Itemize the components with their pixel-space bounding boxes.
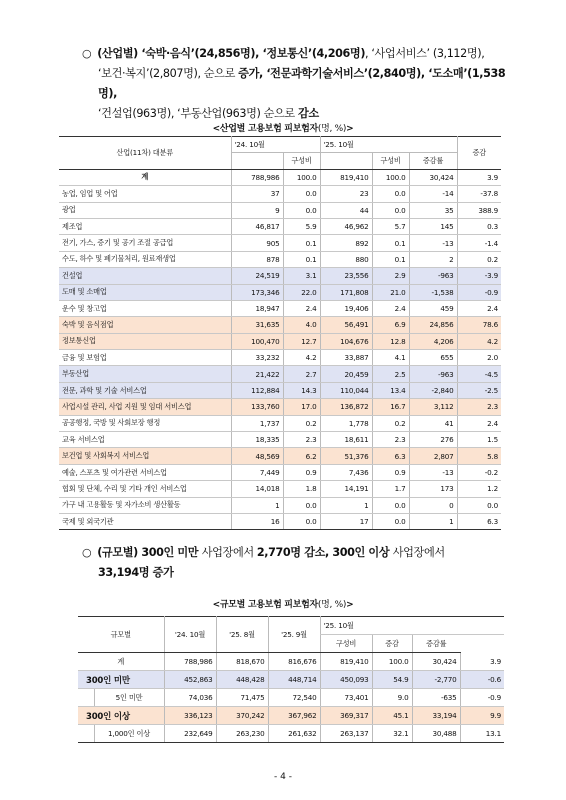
value-2024: 112,884 xyxy=(231,382,283,398)
share-2024: 0.0 xyxy=(283,186,320,202)
share-2024: 1.8 xyxy=(283,481,320,497)
change-rate: 0.0 xyxy=(457,497,501,513)
header-blank xyxy=(231,153,283,169)
t2-under5-v4: 73,401 xyxy=(320,689,372,707)
t2-over-name: 300인 이상 xyxy=(78,707,164,725)
t2-over-change: 33,194 xyxy=(412,707,460,725)
industry-table-row xyxy=(59,300,501,316)
value-2025: 104,676 xyxy=(320,333,372,349)
change-rate: -4.5 xyxy=(457,366,501,382)
t2-header-c1: '24. 10월 xyxy=(164,617,216,653)
value-2024: 100,470 xyxy=(231,333,283,349)
t2-under-rate: -0.6 xyxy=(460,671,504,689)
industry-table-row xyxy=(59,218,501,234)
t2-indent2 xyxy=(78,725,94,743)
para2-line2 xyxy=(82,563,522,583)
share-2025: 0.2 xyxy=(372,415,409,431)
change-rate: -2.5 xyxy=(457,382,501,398)
industry-table-row xyxy=(59,251,501,267)
caption1-close: > xyxy=(346,124,354,134)
share-2024: 0.1 xyxy=(283,235,320,251)
value-2025: 892 xyxy=(320,235,372,251)
share-2024: 17.0 xyxy=(283,399,320,415)
value-2024: 14,018 xyxy=(231,481,283,497)
t2-over1000-v1: 232,649 xyxy=(164,725,216,743)
change-value: -1,538 xyxy=(409,284,457,300)
share-2025: 1.7 xyxy=(372,481,409,497)
industry-name: 전기, 가스, 증기 및 공기 조절 공급업 xyxy=(59,235,231,251)
value-2025: 23,556 xyxy=(320,268,372,284)
t2-under-v4: 450,093 xyxy=(320,671,372,689)
size-table-caption xyxy=(0,597,566,610)
header-share1: 구성비 xyxy=(283,153,320,169)
industry-table xyxy=(59,136,501,530)
change-rate: 2.4 xyxy=(457,300,501,316)
para1-line2 xyxy=(82,64,522,104)
industry-summary-paragraph xyxy=(82,44,522,124)
share-2025: 2.4 xyxy=(372,300,409,316)
share-2024: 100.0 xyxy=(283,169,320,185)
t2-header-change: 증감 xyxy=(372,635,412,653)
industry-name: 건설업 xyxy=(59,268,231,284)
industry-table-row xyxy=(59,415,501,431)
industry-name: 보건업 및 사회복지 서비스업 xyxy=(59,448,231,464)
change-rate: 388.9 xyxy=(457,202,501,218)
page-number: - 4 - xyxy=(274,772,292,782)
t2-row-total xyxy=(78,653,504,671)
industry-name: 부동산업 xyxy=(59,366,231,382)
share-2025: 2.3 xyxy=(372,432,409,448)
t2-header-c3: '25. 9월 xyxy=(268,617,320,653)
value-2025: 819,410 xyxy=(320,169,372,185)
t2-row-over1000 xyxy=(78,725,504,743)
share-2025: 2.5 xyxy=(372,366,409,382)
industry-name: 수도, 하수 및 폐기물처리, 원료재생업 xyxy=(59,251,231,267)
share-2025: 100.0 xyxy=(372,169,409,185)
change-value: 2 xyxy=(409,251,457,267)
caption1-unit: (명, %) xyxy=(317,124,347,134)
share-2024: 12.7 xyxy=(283,333,320,349)
bullet-circle-icon: ○ xyxy=(82,546,92,559)
t2-over1000-share: 32.1 xyxy=(372,725,412,743)
change-value: 35 xyxy=(409,202,457,218)
value-2024: 33,232 xyxy=(231,350,283,366)
industry-name: 운수 및 창고업 xyxy=(59,300,231,316)
change-rate: 4.2 xyxy=(457,333,501,349)
share-2024: 6.2 xyxy=(283,448,320,464)
para1-line2-seg0: ‘보건·복지’(2,807명), 순으로 xyxy=(98,67,239,80)
value-2024: 46,817 xyxy=(231,218,283,234)
t2-total-share: 100.0 xyxy=(372,653,412,671)
value-2025: 880 xyxy=(320,251,372,267)
t2-total-v4: 819,410 xyxy=(320,653,372,671)
t2-under5-change: -635 xyxy=(412,689,460,707)
change-value: 0 xyxy=(409,497,457,513)
t2-total-name: 계 xyxy=(78,653,164,671)
para1-line3-seg0: ‘건설업(963명), ‘부동산업(963명) 순으로 xyxy=(98,107,298,120)
change-value: -13 xyxy=(409,464,457,480)
industry-name: 예술, 스포츠 및 여가관련 서비스업 xyxy=(59,464,231,480)
change-value: -13 xyxy=(409,235,457,251)
change-rate: 0.3 xyxy=(457,218,501,234)
change-value: -963 xyxy=(409,366,457,382)
industry-table-row xyxy=(59,366,501,382)
t2-header-rate: 증감률 xyxy=(412,635,460,653)
share-2024: 3.1 xyxy=(283,268,320,284)
t2-total-v2: 818,670 xyxy=(216,653,268,671)
value-2025: 14,191 xyxy=(320,481,372,497)
size-table xyxy=(78,616,504,743)
change-value: -14 xyxy=(409,186,457,202)
change-rate: -0.9 xyxy=(457,284,501,300)
industry-table-row xyxy=(59,399,501,415)
value-2025: 33,887 xyxy=(320,350,372,366)
change-value: 145 xyxy=(409,218,457,234)
industry-table-row xyxy=(59,464,501,480)
t2-under5-share: 9.0 xyxy=(372,689,412,707)
share-2025: 0.1 xyxy=(372,235,409,251)
caption2-close: > xyxy=(346,600,354,610)
t2-under-name: 300인 미만 xyxy=(78,671,164,689)
change-rate: 1.5 xyxy=(457,432,501,448)
industry-table-body xyxy=(59,169,501,530)
change-rate: 2.0 xyxy=(457,350,501,366)
value-2024: 48,569 xyxy=(231,448,283,464)
industry-table-caption xyxy=(0,121,566,134)
share-2025: 0.0 xyxy=(372,497,409,513)
header-period2: '25. 10월 xyxy=(320,137,457,153)
value-2024: 173,346 xyxy=(231,284,283,300)
para1-line1 xyxy=(82,44,522,64)
value-2024: 878 xyxy=(231,251,283,267)
change-rate: -1.4 xyxy=(457,235,501,251)
change-rate: 2.3 xyxy=(457,399,501,415)
t2-over-share: 45.1 xyxy=(372,707,412,725)
industry-name: 협회 및 단체, 수리 및 기타 개인 서비스업 xyxy=(59,481,231,497)
share-2025: 4.1 xyxy=(372,350,409,366)
para2-line2-seg0: 33,194명 증가 xyxy=(98,566,174,579)
share-2024: 2.7 xyxy=(283,366,320,382)
industry-table-row xyxy=(59,235,501,251)
industry-table-row xyxy=(59,268,501,284)
change-value: 2,807 xyxy=(409,448,457,464)
change-value: 41 xyxy=(409,415,457,431)
change-rate: 6.3 xyxy=(457,513,501,529)
industry-table-row xyxy=(59,350,501,366)
value-2025: 136,872 xyxy=(320,399,372,415)
t2-header-category: 규모별 xyxy=(78,617,164,653)
t2-over-rate: 9.9 xyxy=(460,707,504,725)
t2-over1000-v2: 263,230 xyxy=(216,725,268,743)
share-2025: 21.0 xyxy=(372,284,409,300)
value-2024: 133,760 xyxy=(231,399,283,415)
industry-name: 정보통신업 xyxy=(59,333,231,349)
t2-indent xyxy=(78,689,94,707)
industry-name: 전문, 과학 및 기술 서비스업 xyxy=(59,382,231,398)
t2-total-v3: 816,676 xyxy=(268,653,320,671)
share-2025: 2.9 xyxy=(372,268,409,284)
para1-line1-seg1: ‘숙박·음식’(24,856명), ‘정보통신’(4,206명) xyxy=(141,47,366,60)
t2-row-over300 xyxy=(78,707,504,725)
change-value: 24,856 xyxy=(409,317,457,333)
para2-line1 xyxy=(82,543,522,563)
value-2025: 20,459 xyxy=(320,366,372,382)
share-2024: 5.9 xyxy=(283,218,320,234)
t2-header-share: 구성비 xyxy=(320,635,372,653)
industry-table-row xyxy=(59,169,501,185)
caption1-title: <산업별 고용보험 피보험자 xyxy=(212,124,318,134)
value-2024: 9 xyxy=(231,202,283,218)
value-2025: 46,962 xyxy=(320,218,372,234)
value-2024: 21,422 xyxy=(231,366,283,382)
value-2025: 7,436 xyxy=(320,464,372,480)
header-blank2 xyxy=(320,153,372,169)
t2-over-v4: 369,317 xyxy=(320,707,372,725)
t2-under-v2: 448,428 xyxy=(216,671,268,689)
header-category: 산업(11차) 대분류 xyxy=(59,137,231,170)
change-rate: -0.2 xyxy=(457,464,501,480)
share-2025: 6.3 xyxy=(372,448,409,464)
industry-name: 농업, 임업 및 어업 xyxy=(59,186,231,202)
industry-name: 공공행정, 국방 및 사회보장 행정 xyxy=(59,415,231,431)
industry-table-row xyxy=(59,317,501,333)
change-value: 276 xyxy=(409,432,457,448)
change-value: -963 xyxy=(409,268,457,284)
value-2025: 23 xyxy=(320,186,372,202)
value-2025: 56,491 xyxy=(320,317,372,333)
para1-line3-seg1: 감소 xyxy=(298,107,319,120)
value-2025: 171,808 xyxy=(320,284,372,300)
share-2024: 2.4 xyxy=(283,300,320,316)
bullet-circle-icon: ○ xyxy=(82,47,92,60)
industry-name: 광업 xyxy=(59,202,231,218)
industry-table-row xyxy=(59,382,501,398)
value-2024: 18,947 xyxy=(231,300,283,316)
change-value: -2,840 xyxy=(409,382,457,398)
industry-name: 도매 및 소매업 xyxy=(59,284,231,300)
industry-table-row xyxy=(59,513,501,529)
share-2024: 0.0 xyxy=(283,202,320,218)
industry-table-row xyxy=(59,333,501,349)
share-2024: 22.0 xyxy=(283,284,320,300)
share-2025: 0.0 xyxy=(372,186,409,202)
t2-under5-rate: -0.9 xyxy=(460,689,504,707)
industry-table-row xyxy=(59,202,501,218)
change-rate: 78.6 xyxy=(457,317,501,333)
para2-line1-seg0: (규모별) 300인 미만 xyxy=(97,546,202,559)
change-value: 655 xyxy=(409,350,457,366)
value-2024: 16 xyxy=(231,513,283,529)
share-2025: 12.8 xyxy=(372,333,409,349)
value-2024: 1,737 xyxy=(231,415,283,431)
value-2024: 37 xyxy=(231,186,283,202)
caption2-title: <규모별 고용보험 피보험자 xyxy=(212,600,318,610)
value-2025: 1 xyxy=(320,497,372,513)
t2-over1000-v4: 263,137 xyxy=(320,725,372,743)
share-2024: 2.3 xyxy=(283,432,320,448)
t2-row-under5 xyxy=(78,689,504,707)
t2-under5-v3: 72,540 xyxy=(268,689,320,707)
share-2025: 13.4 xyxy=(372,382,409,398)
share-2024: 0.9 xyxy=(283,464,320,480)
change-value: 1 xyxy=(409,513,457,529)
t2-under5-v1: 74,036 xyxy=(164,689,216,707)
change-value: 459 xyxy=(409,300,457,316)
change-value: 173 xyxy=(409,481,457,497)
share-2025: 16.7 xyxy=(372,399,409,415)
change-value: 30,424 xyxy=(409,169,457,185)
share-2024: 0.0 xyxy=(283,513,320,529)
t2-under-v1: 452,863 xyxy=(164,671,216,689)
change-rate: 0.2 xyxy=(457,251,501,267)
industry-name: 숙박 및 음식점업 xyxy=(59,317,231,333)
change-rate: 3.9 xyxy=(457,169,501,185)
value-2024: 24,519 xyxy=(231,268,283,284)
t2-row-under300 xyxy=(78,671,504,689)
industry-table-row xyxy=(59,481,501,497)
share-2025: 0.0 xyxy=(372,202,409,218)
share-2025: 0.0 xyxy=(372,513,409,529)
t2-total-rate: 3.9 xyxy=(460,653,504,671)
caption2-unit: (명, %) xyxy=(317,600,347,610)
value-2025: 19,406 xyxy=(320,300,372,316)
t2-under-share: 54.9 xyxy=(372,671,412,689)
size-summary-paragraph xyxy=(82,543,522,583)
value-2024: 1 xyxy=(231,497,283,513)
industry-name: 사업시설 관리, 사업 지원 및 임대 서비스업 xyxy=(59,399,231,415)
industry-name: 가구 내 고용활동 및 자가소비 생산활동 xyxy=(59,497,231,513)
t2-under-change: -2,770 xyxy=(412,671,460,689)
change-rate: 1.2 xyxy=(457,481,501,497)
industry-name: 국제 및 외국기관 xyxy=(59,513,231,529)
industry-name: 금융 및 보험업 xyxy=(59,350,231,366)
industry-table-row xyxy=(59,186,501,202)
change-value: 3,112 xyxy=(409,399,457,415)
share-2025: 0.1 xyxy=(372,251,409,267)
t2-header-c4: '25. 10월 xyxy=(320,617,504,635)
para1-line1-seg2: , ‘사업서비스’ (3,112명), xyxy=(365,47,485,60)
t2-under5-name: 5인 미만 xyxy=(94,689,164,707)
value-2024: 905 xyxy=(231,235,283,251)
value-2025: 18,611 xyxy=(320,432,372,448)
share-2024: 14.3 xyxy=(283,382,320,398)
value-2025: 44 xyxy=(320,202,372,218)
para2-line1-seg2: 2,770명 감소, 300인 이상 xyxy=(256,546,393,559)
t2-over1000-v3: 261,632 xyxy=(268,725,320,743)
change-value: 4,206 xyxy=(409,333,457,349)
t2-under5-v2: 71,475 xyxy=(216,689,268,707)
share-2025: 6.9 xyxy=(372,317,409,333)
share-2024: 4.0 xyxy=(283,317,320,333)
t2-over1000-name: 1,000인 이상 xyxy=(94,725,164,743)
header-rate: 증감률 xyxy=(409,153,457,169)
value-2024: 7,449 xyxy=(231,464,283,480)
change-rate: 5.8 xyxy=(457,448,501,464)
header-period1: '24. 10월 xyxy=(231,137,320,153)
value-2024: 18,335 xyxy=(231,432,283,448)
para1-line2-seg1: 증가, ‘전문과학기술서비스’(2,840명), ‘도소매’(1,538명), xyxy=(98,67,506,100)
change-rate: 2.4 xyxy=(457,415,501,431)
industry-table-row xyxy=(59,284,501,300)
value-2024: 31,635 xyxy=(231,317,283,333)
t2-over1000-change: 30,488 xyxy=(412,725,460,743)
value-2024: 788,986 xyxy=(231,169,283,185)
share-2024: 0.2 xyxy=(283,415,320,431)
para2-line1-seg3: 사업장에서 xyxy=(392,546,445,559)
t2-total-v1: 788,986 xyxy=(164,653,216,671)
change-rate: -3.9 xyxy=(457,268,501,284)
share-2025: 5.7 xyxy=(372,218,409,234)
t2-header-c2: '25. 8월 xyxy=(216,617,268,653)
t2-under-v3: 448,714 xyxy=(268,671,320,689)
t2-over-v3: 367,962 xyxy=(268,707,320,725)
t2-over-v1: 336,123 xyxy=(164,707,216,725)
header-share2: 구성비 xyxy=(372,153,409,169)
share-2024: 0.0 xyxy=(283,497,320,513)
industry-table-row xyxy=(59,432,501,448)
t2-over-v2: 370,242 xyxy=(216,707,268,725)
para1-line1-seg0: (산업별) xyxy=(97,47,142,60)
change-rate: -37.8 xyxy=(457,186,501,202)
share-2024: 0.1 xyxy=(283,251,320,267)
industry-name: 제조업 xyxy=(59,218,231,234)
industry-name: 계 xyxy=(59,169,231,185)
para2-line1-seg1: 사업장에서 xyxy=(201,546,257,559)
t2-total-change: 30,424 xyxy=(412,653,460,671)
value-2025: 110,044 xyxy=(320,382,372,398)
industry-table-row xyxy=(59,497,501,513)
industry-name: 교육 서비스업 xyxy=(59,432,231,448)
share-2025: 0.9 xyxy=(372,464,409,480)
share-2024: 4.2 xyxy=(283,350,320,366)
header-change: 증감 xyxy=(457,137,501,170)
t2-over1000-rate: 13.1 xyxy=(460,725,504,743)
value-2025: 51,376 xyxy=(320,448,372,464)
value-2025: 1,778 xyxy=(320,415,372,431)
industry-table-row xyxy=(59,448,501,464)
value-2025: 17 xyxy=(320,513,372,529)
